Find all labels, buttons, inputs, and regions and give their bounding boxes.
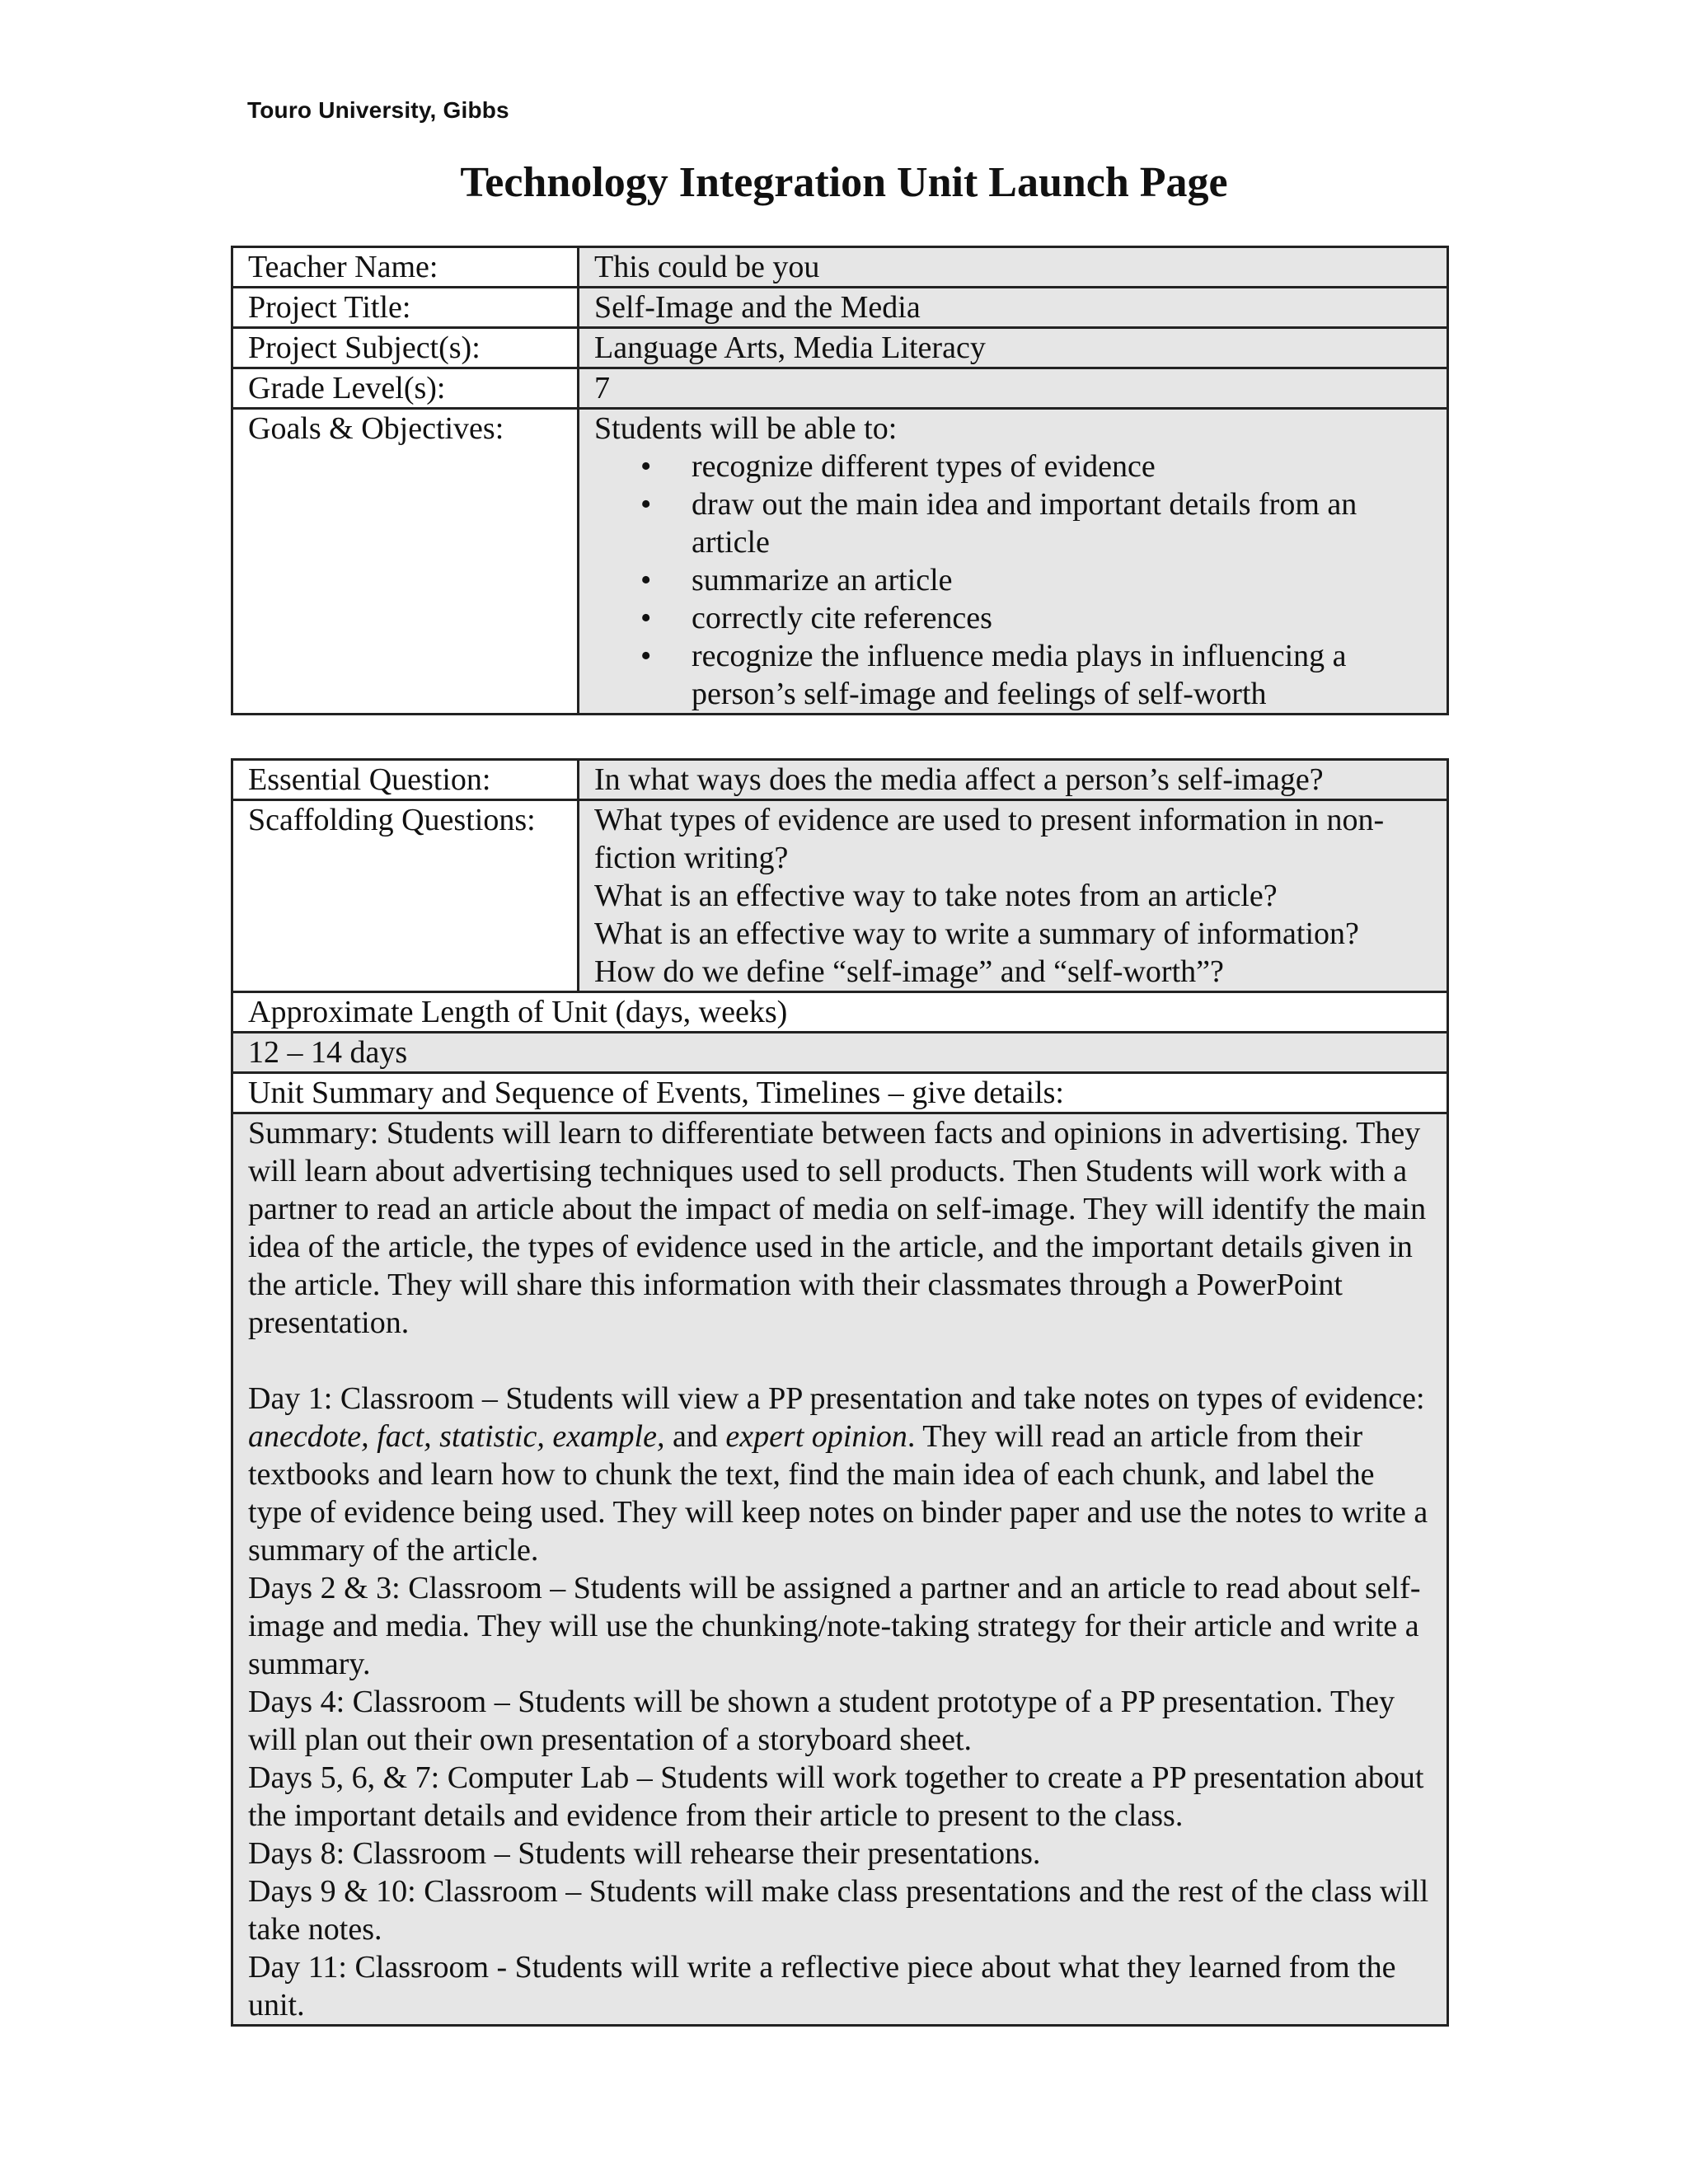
day-entry: Days 9 & 10: Classroom – Students will make class presentations and the rest of the class will take notes. <box>248 1874 1429 1947</box>
essential-question-label: Essential Question: <box>232 760 579 800</box>
essential-question-value: In what ways does the media affect a person’s self-image? <box>579 760 1448 800</box>
table-row <box>232 760 1448 800</box>
list-item: • correctly cite references <box>692 599 1435 637</box>
project-title-label: Project Title: <box>232 288 579 328</box>
page-header: Touro University, Gibbs <box>247 97 509 123</box>
project-title-value: Self-Image and the Media <box>579 288 1448 328</box>
table-row <box>232 409 1448 715</box>
table-row <box>232 992 1448 1033</box>
day-1-and: and <box>664 1419 726 1454</box>
table-row <box>232 368 1448 409</box>
table-row <box>232 328 1448 368</box>
goals-list <box>594 448 1435 713</box>
day-1-term: expert opinion <box>725 1419 907 1454</box>
goals-value <box>579 409 1448 715</box>
day-1-text: Day 1: Classroom – Students will view a PP presentation and take notes on types of evidence: <box>248 1381 1425 1416</box>
table-row <box>232 1033 1448 1073</box>
day-entry: Day 11: Classroom - Students will write a reflective piece about what they learned from the unit. <box>248 1950 1396 2022</box>
table-row <box>232 800 1448 992</box>
goals-intro: Students will be able to: <box>594 411 898 446</box>
unit-length-value: 12 – 14 days <box>232 1033 1448 1073</box>
goals-label: Goals & Objectives: <box>232 409 579 715</box>
project-info-table <box>231 246 1449 715</box>
day-entry: Days 4: Classroom – Students will be shown a student prototype of a PP presentation. They will plan out their own presentation of a storyboard sheet. <box>248 1685 1395 1757</box>
list-item: • recognize the influence media plays in influencing a person’s self-image and feelings of self-worth <box>692 637 1435 713</box>
grade-level-value: 7 <box>579 368 1448 409</box>
scaffolding-label: Scaffolding Questions: <box>232 800 579 992</box>
table-row <box>232 1113 1448 2026</box>
summary-paragraph: Summary: Students will learn to differentiate between facts and opinions in advertising. They will learn about advertising techniques used to sell products. Then Students will work with a partner to read an article about the impact of media on self-image. They will identify the main idea of the article, the types of evidence used in the article, and the important details given in the article. They will share this information with their classmates through a PowerPoint presentation. <box>248 1116 1427 1340</box>
day-entry: Days 8: Classroom – Students will rehearse their presentations. <box>248 1836 1041 1871</box>
paragraph-gap <box>248 1342 1435 1380</box>
unit-details-table <box>231 758 1449 2027</box>
unit-length-label: Approximate Length of Unit (days, weeks) <box>232 992 1448 1033</box>
scaffolding-question: What is an effective way to write a summary of information? <box>594 916 1359 951</box>
table-row <box>232 288 1448 328</box>
grade-level-label: Grade Level(s): <box>232 368 579 409</box>
day-1-text-end: . They will read an article from their textbooks and learn how to chunk the text, find the main idea of each chunk, and label the type of evidence being used. They will keep notes on binder paper and use the notes to write a summary of the article. <box>248 1419 1428 1568</box>
day-entry: Days 2 & 3: Classroom – Students will be assigned a partner and an article to read about self-image and media. They will use the chunking/note-taking strategy for their article and write a summary. <box>248 1571 1421 1681</box>
table-row <box>232 1073 1448 1113</box>
project-subject-label: Project Subject(s): <box>232 328 579 368</box>
list-item: • recognize different types of evidence <box>692 448 1435 485</box>
teacher-name-value: This could be you <box>579 247 1448 288</box>
day-1-entry <box>248 1380 1435 1569</box>
scaffolding-question: How do we define “self-image” and “self-worth”? <box>594 954 1224 989</box>
scaffolding-question: What is an effective way to take notes from an article? <box>594 879 1278 913</box>
teacher-name-label: Teacher Name: <box>232 247 579 288</box>
table-row <box>232 247 1448 288</box>
day-1-terms: anecdote, fact, statistic, example, <box>248 1419 665 1454</box>
day-entry: Days 5, 6, & 7: Computer Lab – Students will work together to create a PP presentation about the important details and evidence from their article to present to the class. <box>248 1760 1424 1833</box>
unit-summary-label: Unit Summary and Sequence of Events, Timelines – give details: <box>232 1073 1448 1113</box>
scaffolding-value <box>579 800 1448 992</box>
list-item: • draw out the main idea and important details from an article <box>692 485 1435 561</box>
scaffolding-question: What types of evidence are used to present information in non-fiction writing? <box>594 803 1385 875</box>
project-subject-value: Language Arts, Media Literacy <box>579 328 1448 368</box>
page-title: Technology Integration Unit Launch Page <box>460 159 1228 206</box>
unit-summary-value <box>232 1113 1448 2026</box>
list-item: • summarize an article <box>692 561 1435 599</box>
